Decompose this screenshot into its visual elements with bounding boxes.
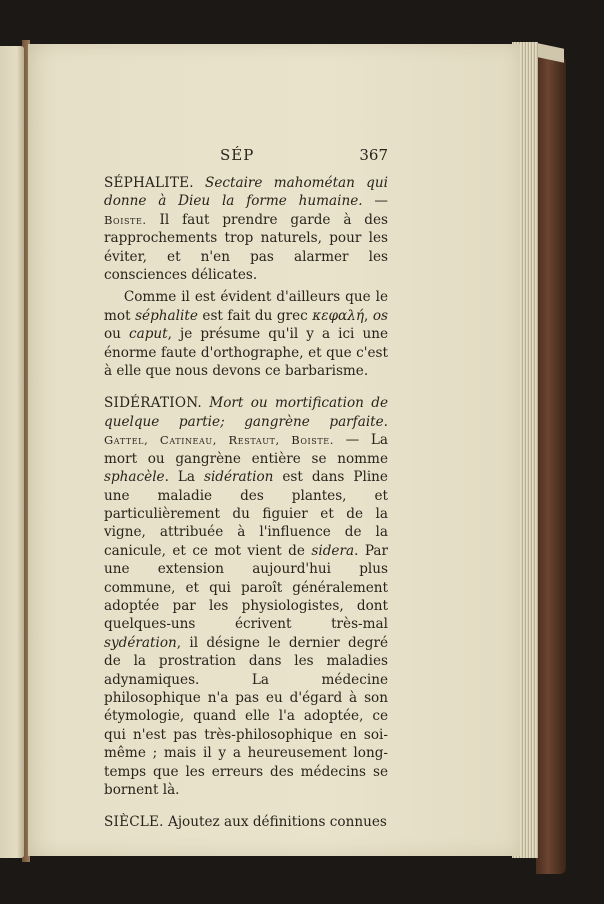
- italic-run: sydération: [104, 634, 177, 651]
- italic-run: κεφαλή: [312, 307, 364, 324]
- book-cover-edge: [536, 56, 566, 874]
- italic-run: caput: [129, 326, 168, 343]
- italic-run: sidera: [311, 542, 355, 559]
- entry-siecle: [104, 813, 388, 831]
- italic-run: séphalite: [135, 307, 198, 324]
- entry-definition: [104, 175, 388, 283]
- entry-definition: [164, 814, 387, 830]
- text-run: —: [362, 193, 388, 210]
- italic-run: os: [372, 307, 388, 324]
- headword: SÉPHALITE.: [104, 175, 194, 191]
- text-run: . Par une extension aujourd'hui plus commune, et qui paroît généralement adoptée par les physiologistes, dont quelques-uns écrivent très-mal: [104, 542, 388, 633]
- entry-paragraph: [104, 394, 388, 799]
- running-head-word: SÉP: [220, 146, 255, 164]
- entry-sephalite: [104, 174, 388, 380]
- text-run: . La: [164, 469, 204, 486]
- page-text: [104, 146, 388, 846]
- italic-run: Mort ou mortification de quelque partie; gangrène parfaite.: [104, 395, 388, 430]
- italic-run: sphacèle: [104, 469, 165, 486]
- source-citation: Gattel, Catineau, Restaut, Boiste.: [104, 433, 334, 448]
- entry-commentary: [104, 289, 388, 379]
- headword: SIDÉRATION.: [104, 395, 202, 412]
- entry-sideration: [104, 394, 388, 799]
- entry-paragraph: [104, 813, 388, 831]
- entry-definition: [104, 395, 388, 798]
- italic-run: sidération: [203, 469, 274, 486]
- entry-paragraph: [104, 174, 388, 284]
- entry-paragraph: [104, 288, 388, 380]
- running-head: [104, 146, 388, 168]
- facing-page-edge: [0, 46, 24, 858]
- text-run: est dans Pline une maladie des plantes, et particulièrement du figuier et de la vigne, attribuée à l'influence de la canicule, et ce mot vient de: [104, 469, 388, 559]
- text-run: Ajoutez aux définitions connues: [163, 814, 387, 831]
- text-run: est fait du grec: [197, 307, 313, 324]
- text-run: — La mort ou gangrène entière se nomme: [104, 432, 388, 467]
- text-run: ou: [104, 326, 129, 343]
- text-run: , il désigne le dernier degré de la prostration dans les maladies adynamiques. La médecine philosophique n'a pas eu d'égard à son étymologie, quand elle l'a adoptée, ce qui n'est pas très-philosophique en soi-même ; mais il y a heureusement long-temps que les erreurs des médecins se bornent là.: [104, 634, 388, 798]
- italic-run: Sectaire mahométan qui donne à Dieu la forme humaine.: [104, 175, 388, 210]
- source-citation: Boiste.: [104, 212, 147, 227]
- text-run: ,: [363, 307, 373, 324]
- page-number: 367: [359, 146, 388, 164]
- text-run: , je présume qu'il y a ici une énorme faute d'orthographe, et que c'est à elle que nous devons ce barbarisme.: [104, 326, 389, 380]
- headword: SIÈCLE.: [104, 814, 164, 831]
- text-run: Comme il est évident d'ailleurs que le mot: [104, 289, 388, 324]
- text-run: Il faut prendre garde à des rapprochements trop naturels, pour les éviter, et n'en pas alarmer les consciences délicates.: [104, 211, 388, 284]
